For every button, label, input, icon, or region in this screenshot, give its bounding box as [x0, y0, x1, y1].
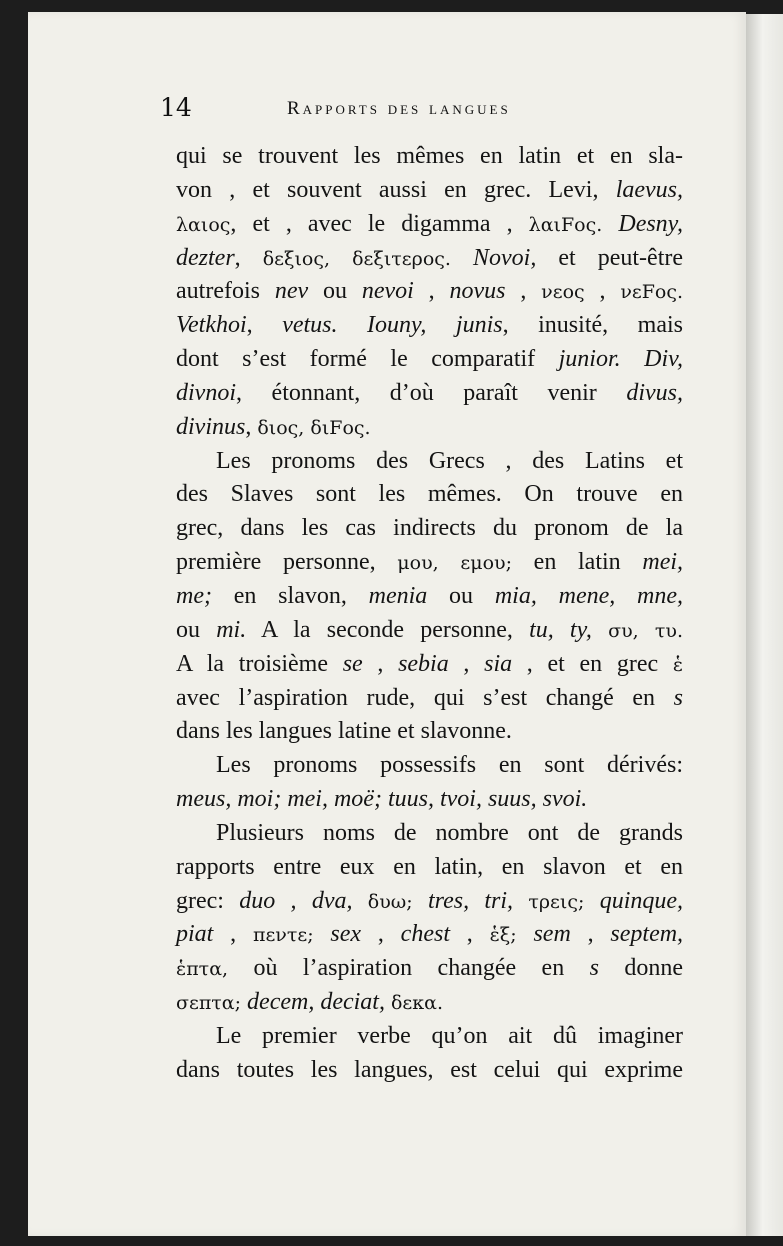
text-line: [176, 648, 683, 682]
italic-word: Novoi,: [473, 244, 537, 271]
text-run: en slavon,: [211, 582, 369, 609]
text-run: ,: [245, 413, 258, 440]
text-line: [176, 986, 683, 1020]
text-line: [176, 580, 683, 614]
text-run: dans les langues latine et slavonne.: [176, 718, 512, 745]
greek-word: διος, διFος.: [257, 416, 371, 439]
text-run: Les pronoms des Grecs , des Latins et: [216, 447, 683, 474]
text-run: [353, 888, 368, 914]
italic-word: duo , dva,: [239, 887, 353, 914]
page-header: [160, 92, 620, 124]
text-run: , inusité, mais: [502, 312, 684, 339]
text-line: [176, 275, 683, 309]
text-run: Le premier verbe qu’on ait dû imaginer: [216, 1022, 683, 1049]
italic-word: meus, moi; mei, moë; tuus, tvoi, suus, svoi.: [176, 786, 588, 813]
text-line: [176, 817, 683, 851]
text-run: ,: [570, 921, 611, 948]
running-title: Rapports des langues: [287, 98, 511, 119]
text-run: von , et souvent aussi en grec. Levi,: [176, 176, 616, 203]
italic-word: Div,: [644, 346, 684, 373]
greek-word: μου, εμου;: [397, 552, 512, 575]
greek-word: λαιFος.: [528, 213, 603, 236]
greek-word: πεντε;: [252, 924, 314, 947]
text-line: [176, 208, 683, 242]
text-run: et peut-être: [536, 244, 684, 271]
italic-word: Vetkhoi: [176, 312, 247, 339]
text-run: donne: [598, 955, 683, 982]
italic-word: nevoi: [361, 278, 414, 305]
text-run: première personne,: [176, 549, 398, 576]
italic-word: tu, ty,: [529, 616, 592, 643]
italic-word: vetus.: [282, 312, 338, 339]
text-run: en latin: [511, 549, 643, 576]
text-line: [176, 478, 683, 512]
italic-word: me;: [176, 582, 212, 609]
text-run: [413, 888, 428, 914]
greek-word: τρεις;: [528, 890, 585, 913]
text-run: ou: [176, 616, 217, 643]
text-run: , étonnant, d’où paraît venir: [236, 379, 627, 406]
text-run: [602, 211, 618, 237]
text-run: dont s’est formé le comparatif: [176, 346, 559, 373]
text-run: Plusieurs noms de nombre ont de grands: [216, 819, 683, 846]
text-run: où l’aspiration changée en: [228, 955, 590, 982]
text-run: [451, 245, 473, 271]
italic-word: mi.: [216, 616, 247, 643]
text-run: grec, dans les cas indirects du pronom de la: [176, 515, 683, 542]
greek-word: ἑπτα,: [176, 958, 229, 981]
greek-word: λαιος: [176, 213, 231, 236]
text-run: [517, 921, 534, 947]
italic-word: laevus,: [615, 176, 683, 203]
greek-word: δεκα.: [390, 992, 444, 1015]
italic-word: mia, mene, mne,: [494, 582, 684, 609]
text-run: , et , avec le digamma ,: [230, 210, 529, 237]
text-line: [176, 614, 683, 648]
text-line: [176, 783, 683, 817]
greek-word: δεξιος, δεξιτερος.: [262, 247, 451, 270]
italic-word: septem,: [610, 921, 684, 948]
italic-word: Iouny, junis: [367, 312, 503, 339]
italic-word: mei,: [642, 549, 684, 576]
text-run: Les pronoms possessifs en sont dérivés:: [216, 752, 683, 779]
text-line: [176, 546, 683, 580]
text-run: [314, 921, 331, 947]
greek-word: ἑ: [672, 653, 684, 676]
text-run: A la troisième: [176, 650, 343, 677]
text-run: ou: [427, 582, 495, 609]
text-run: ,: [362, 650, 399, 677]
italic-word: quinque,: [599, 887, 684, 914]
greek-word: νεFος.: [620, 281, 684, 304]
text-line: [176, 918, 683, 952]
text-run: , et en grec: [512, 650, 673, 677]
italic-word: novus: [449, 278, 506, 305]
italic-word: piat: [176, 921, 214, 948]
italic-word: s: [673, 684, 683, 711]
italic-word: junior.: [558, 346, 621, 373]
text-line: [176, 749, 683, 783]
text-run: dans toutes les langues, est celui qui exprime: [176, 1056, 683, 1083]
italic-word: Desny,: [618, 210, 684, 237]
text-run: qui se trouvent les mêmes en latin et en sla-: [176, 143, 683, 169]
text-line: [176, 715, 683, 749]
text-run: [513, 888, 528, 914]
text-run: avec l’aspiration rude, qui s’est changé en: [176, 684, 674, 711]
text-run: autrefois: [176, 278, 275, 305]
text-run: [621, 346, 644, 372]
text-line: [176, 851, 683, 885]
text-line: [176, 682, 683, 716]
greek-word: νεος: [541, 281, 585, 304]
italic-word: menia: [368, 582, 428, 609]
text-run: grec:: [176, 887, 240, 914]
page-number: 14: [160, 93, 192, 122]
text-run: ,: [449, 921, 490, 948]
text-line: [176, 512, 683, 546]
text-run: ou: [308, 278, 362, 305]
facing-page-edge: [746, 14, 783, 1236]
greek-word: ἑξ;: [489, 924, 517, 947]
text-line: [176, 411, 683, 445]
text-line: [176, 140, 683, 174]
text-line: [176, 885, 683, 919]
italic-word: sem: [533, 921, 571, 948]
italic-word: se: [342, 650, 363, 677]
text-run: [338, 312, 368, 338]
text-run: des Slaves sont les mêmes. On trouve en: [176, 481, 683, 508]
text-line: [176, 952, 683, 986]
text-line: [176, 174, 683, 208]
body-text: [176, 140, 683, 1088]
text-line: [176, 445, 683, 479]
text-run: ,: [505, 278, 542, 305]
italic-word: divnoi: [176, 379, 236, 406]
text-run: rapports entre eux en latin, en slavon et en: [176, 853, 683, 880]
italic-word: dezter: [176, 244, 235, 271]
italic-word: s: [589, 955, 599, 982]
text-run: ,: [246, 312, 283, 339]
text-run: ,: [413, 278, 450, 305]
text-run: ,: [361, 921, 401, 948]
italic-word: sebia: [398, 650, 449, 677]
italic-word: tres, tri,: [427, 887, 514, 914]
italic-word: sex: [330, 921, 362, 948]
italic-word: nev: [274, 278, 309, 305]
text-run: ,: [213, 921, 253, 948]
text-line: [176, 242, 683, 276]
text-run: [584, 888, 599, 914]
italic-word: divus,: [626, 379, 683, 406]
text-run: ,: [234, 244, 263, 271]
text-line: [176, 343, 683, 377]
greek-word: δυω;: [367, 890, 413, 913]
text-line: [176, 1054, 683, 1088]
italic-word: chest: [400, 921, 450, 948]
text-line: [176, 1020, 683, 1054]
text-line: [176, 377, 683, 411]
text-line: [176, 309, 683, 343]
italic-word: divinus: [176, 413, 246, 440]
text-run: ,: [448, 650, 485, 677]
text-run: A la seconde personne,: [246, 616, 530, 643]
italic-word: sia: [484, 650, 513, 677]
greek-word: σεπτα;: [176, 992, 242, 1015]
greek-word: συ, τυ.: [608, 619, 683, 642]
text-run: ,: [584, 278, 621, 305]
italic-word: decem, deciat,: [247, 989, 385, 1016]
text-run: [592, 617, 608, 643]
